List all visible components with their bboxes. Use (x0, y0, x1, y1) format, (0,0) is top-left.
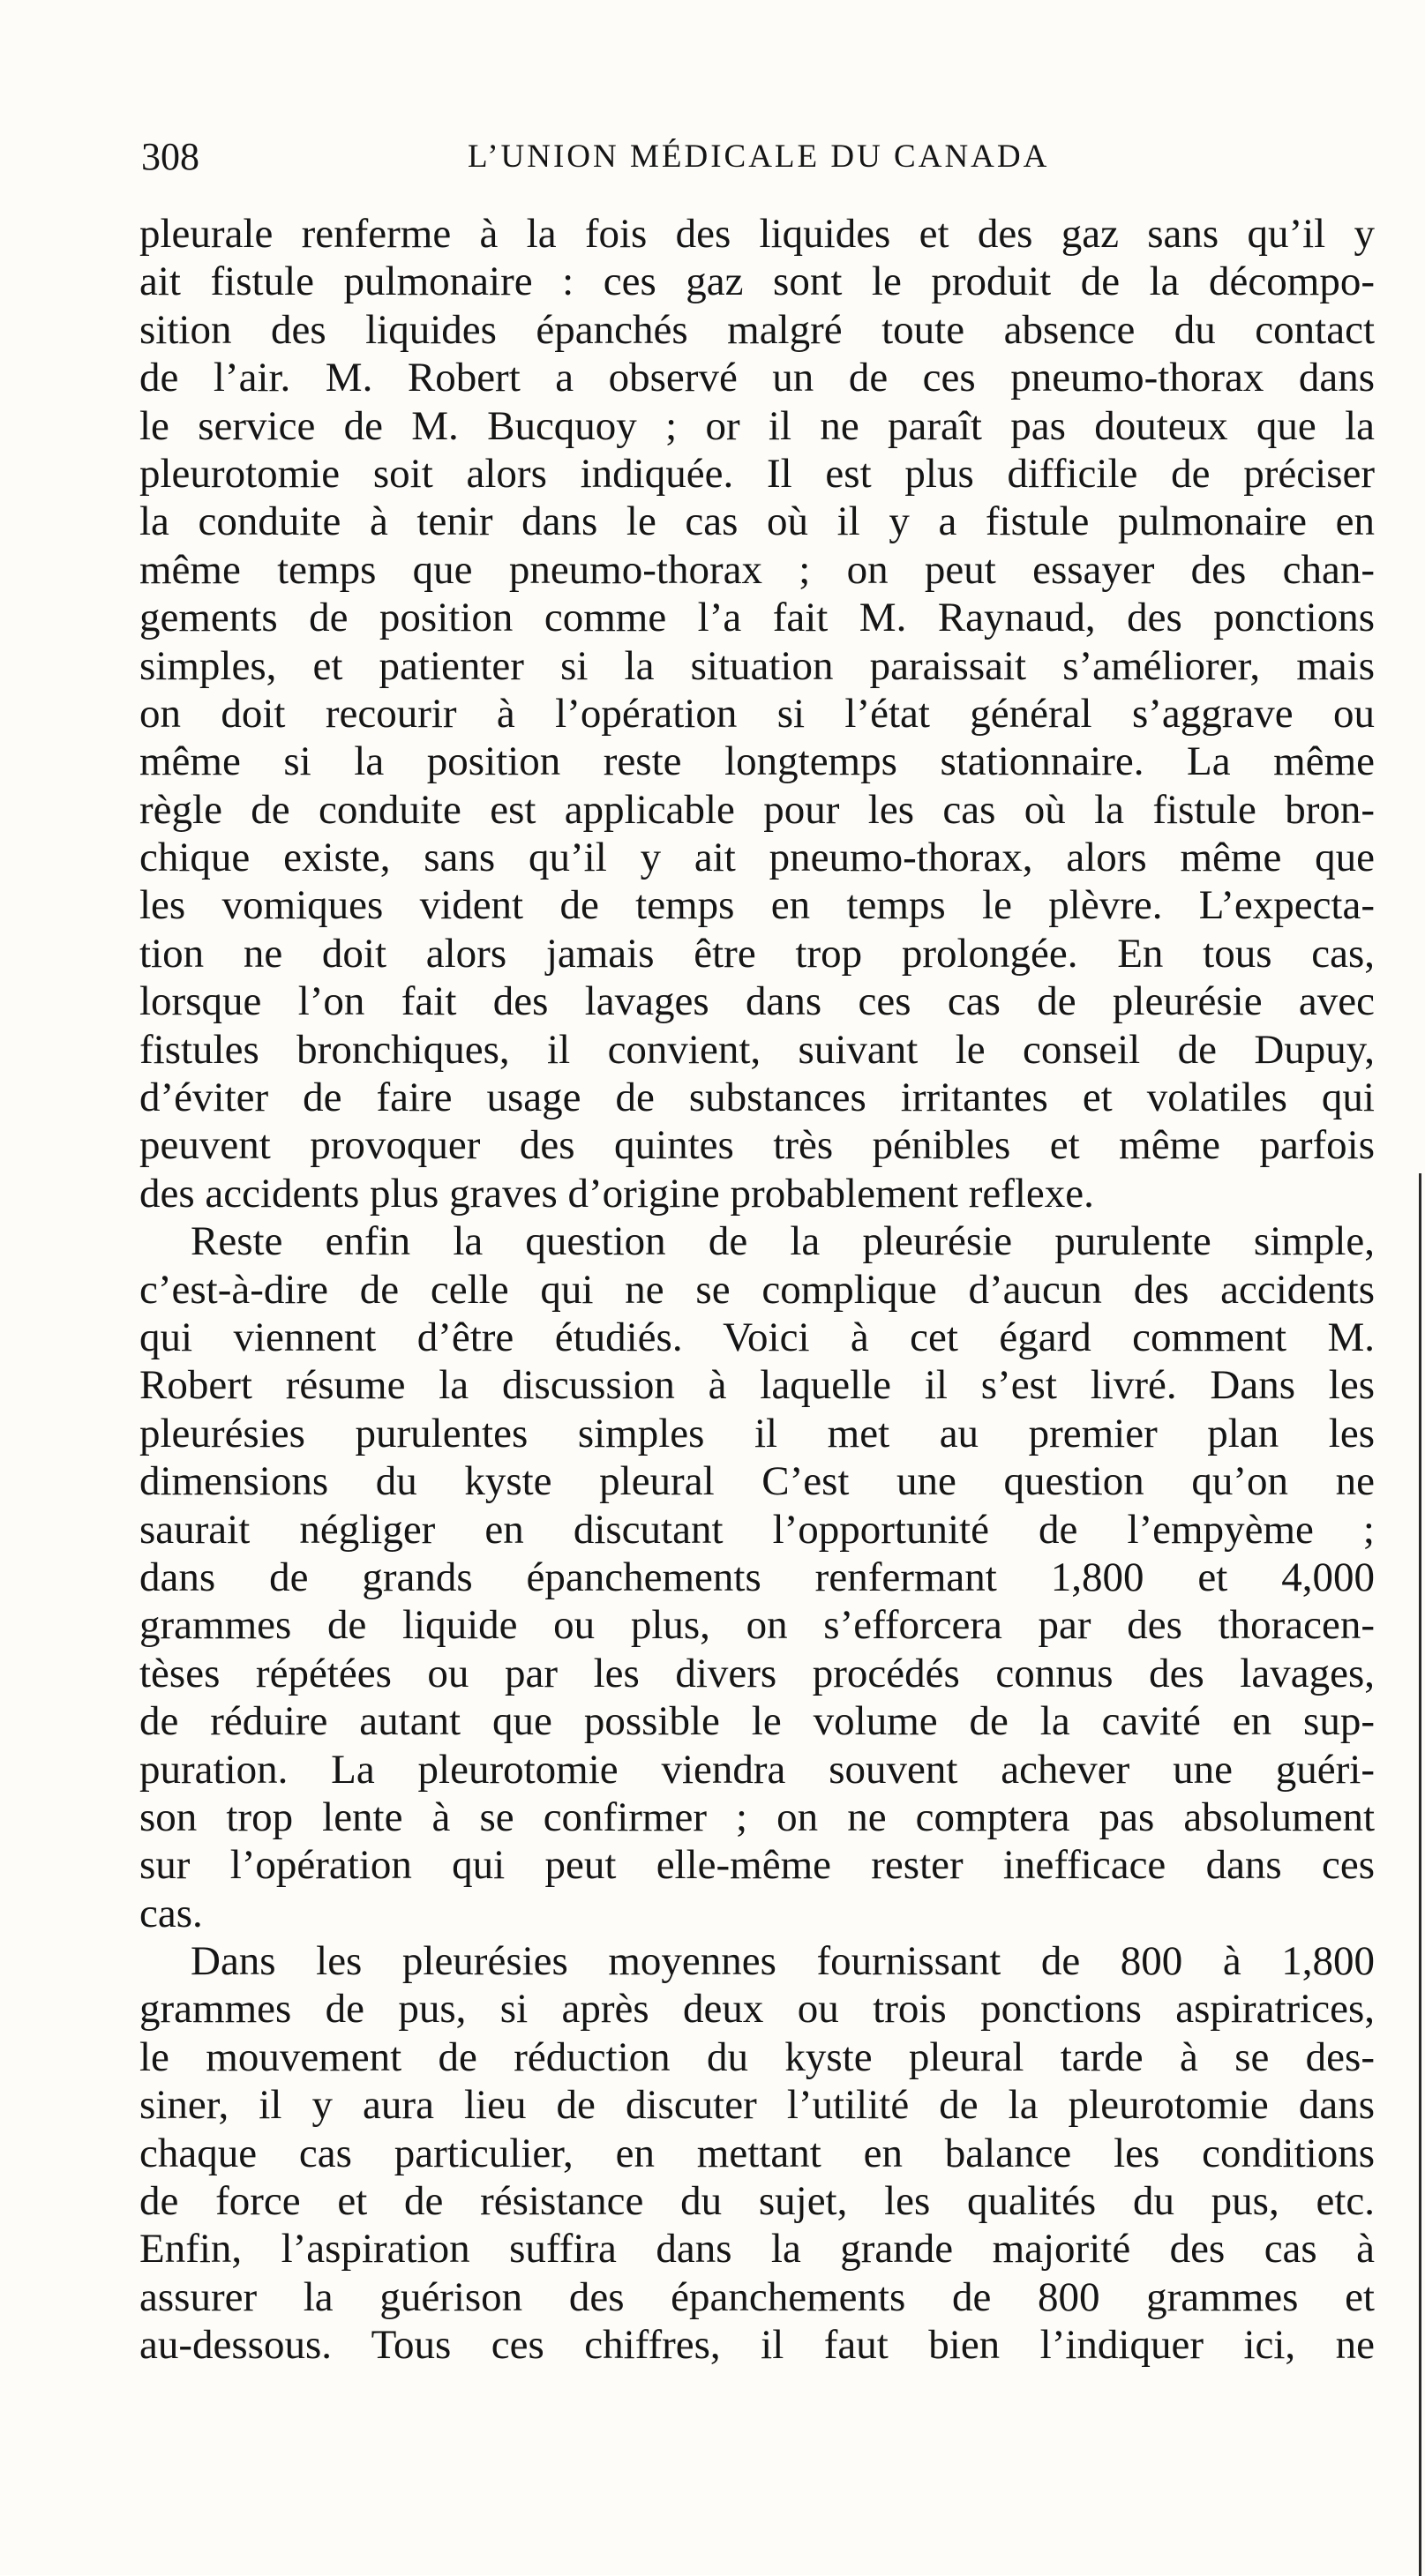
text-line: son trop lente à se confirmer ; on ne comptera pas absolument (139, 1793, 1375, 1840)
text-line: cas. (139, 1890, 203, 1936)
text-line: simples, et patienter si la situation paraissait s’améliorer, mais (139, 642, 1375, 689)
text-line: le mouvement de réduction du kyste pleural tarde à se des- (139, 2033, 1375, 2080)
text-line: de force et de résistance du sujet, les qualités du pus, etc. (139, 2178, 1375, 2225)
text-line: grammes de liquide ou plus, on s’efforcera par des thoracen- (139, 1602, 1375, 1649)
text-line: sition des liquides épanchés malgré toute absence du contact (139, 306, 1375, 353)
text-line: saurait négliger en discutant l’opportunité de l’empyème ; (139, 1506, 1375, 1553)
text-line: pleurésies purulentes simples il met au premier plan les (139, 1410, 1375, 1456)
text-line: pleurale renferme à la fois des liquides et des gaz sans qu’il y (139, 211, 1375, 257)
paragraph-start-line: Reste enfin la question de la pleurésie purulente simple, (191, 1218, 1375, 1265)
text-line: chique existe, sans qu’il y ait pneumo-thorax, alors même que (139, 835, 1375, 881)
text-line: qui viennent d’être étudiés. Voici à cet égard comment M. (139, 1314, 1375, 1360)
text-line: le service de M. Bucquoy ; or il ne paraît pas douteux que la (139, 402, 1375, 449)
text-line: au-dessous. Tous ces chiffres, il faut bien l’indiquer ici, ne (139, 2322, 1375, 2369)
text-line: de réduire autant que possible le volume de la cavité en sup- (139, 1698, 1375, 1745)
text-line: grammes de pus, si après deux ou trois ponctions aspiratrices, (139, 1986, 1375, 2033)
text-line: puration. La pleurotomie viendra souvent achever une guéri- (139, 1746, 1375, 1793)
text-line: lorsque l’on fait des lavages dans ces cas de pleurésie avec (139, 978, 1375, 1025)
text-line: d’éviter de faire usage de substances irritantes et volatiles qui (139, 1075, 1375, 1121)
text-line: fistules bronchiques, il convient, suivant le conseil de Dupuy, (139, 1026, 1375, 1073)
page-edge-rule (1419, 1173, 1421, 2576)
text-line: dimensions du kyste pleural C’est une question qu’on ne (139, 1458, 1375, 1505)
text-line: même si la position reste longtemps stationnaire. La même (139, 738, 1375, 785)
text-line: gements de position comme l’a fait M. Raynaud, des ponctions (139, 595, 1375, 641)
text-line: siner, il y aura lieu de discuter l’utilité de la pleurotomie dans (139, 2082, 1375, 2129)
text-line: sur l’opération qui peut elle-même rester inefficace dans ces (139, 1842, 1375, 1889)
text-line: dans de grands épanchements renfermant 1,800 et 4,000 (139, 1554, 1375, 1600)
text-line: même temps que pneumo-thorax ; on peut essayer des chan- (139, 546, 1375, 593)
text-line: c’est-à-dire de celle qui ne se complique d’aucun des accidents (139, 1266, 1375, 1313)
text-line: on doit recourir à l’opération si l’état général s’aggrave ou (139, 690, 1375, 737)
text-line: de l’air. M. Robert a observé un de ces pneumo-thorax dans (139, 355, 1375, 401)
text-line: tion ne doit alors jamais être trop prolongée. En tous cas, (139, 930, 1375, 977)
text-line: ait fistule pulmonaire : ces gaz sont le produit de la décompo- (139, 258, 1375, 305)
text-line: tèses répétées ou par les divers procédés connus des lavages, (139, 1650, 1375, 1696)
text-line: la conduite à tenir dans le cas où il y a fistule pulmonaire en (139, 498, 1375, 545)
text-line: Enfin, l’aspiration suffira dans la grande majorité des cas à (139, 2226, 1375, 2273)
text-line: peuvent provoquer des quintes très pénibles et même parfois (139, 1122, 1375, 1169)
body-text (139, 210, 1375, 2370)
text-line: Robert résume la discussion à laquelle il s’est livré. Dans les (139, 1362, 1375, 1409)
text-line: règle de conduite est applicable pour les cas où la fistule bron- (139, 786, 1375, 833)
page-header (141, 134, 1376, 187)
page-number: 308 (141, 135, 199, 178)
text-line: pleurotomie soit alors indiquée. Il est plus difficile de préciser (139, 450, 1375, 497)
text-line: assurer la guérison des épanchements de 800 grammes et (139, 2273, 1375, 2320)
running-title: L’UNION MÉDICALE DU CANADA (468, 139, 1050, 175)
text-line: les vomiques vident de temps en temps le plèvre. L’expecta- (139, 882, 1375, 929)
text-line: des accidents plus graves d’origine probablement reflexe. (139, 1170, 1094, 1217)
text-line: chaque cas particulier, en mettant en balance les conditions (139, 2130, 1375, 2176)
paragraph-start-line: Dans les pleurésies moyennes fournissant de 800 à 1,800 (191, 1938, 1375, 1985)
